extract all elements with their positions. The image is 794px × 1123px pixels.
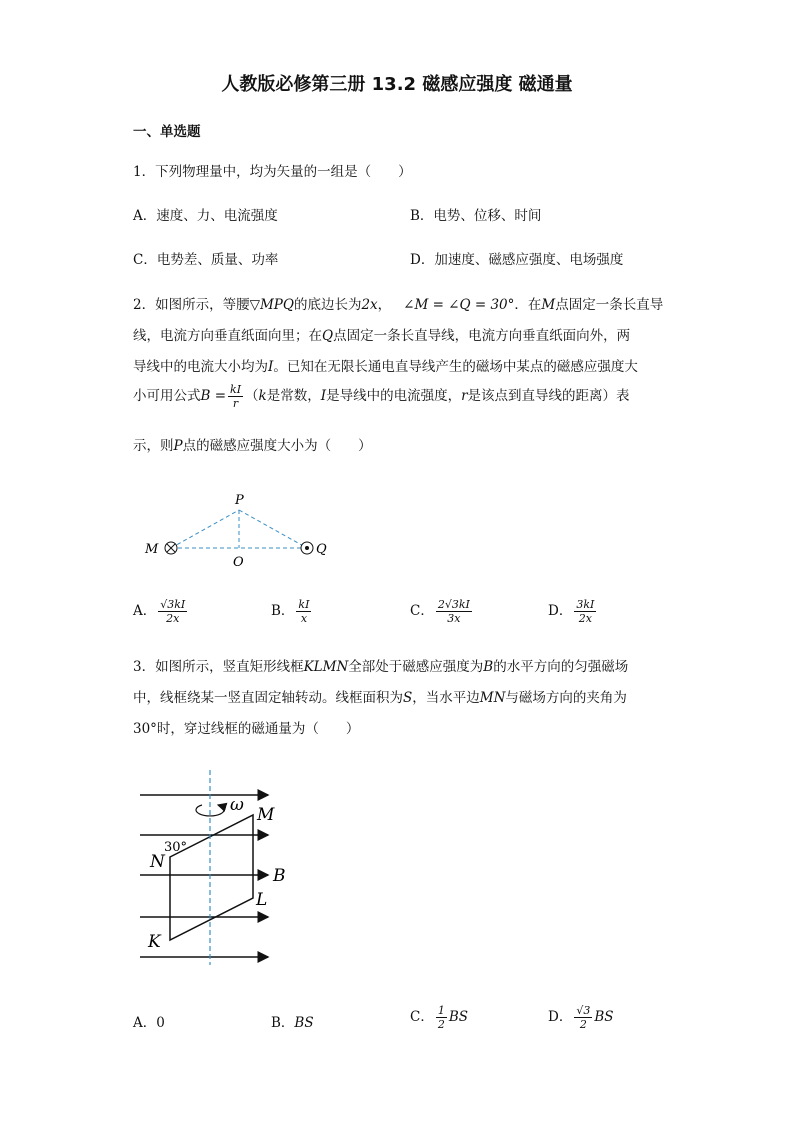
text: 中，线框绕某一竖直固定轴转动。线框面积为: [133, 690, 403, 706]
text: 导线中的电流大小均为: [133, 359, 268, 375]
q1-option-b[interactable]: B．电势、位移、时间: [410, 208, 542, 224]
text: 全部处于磁感应强度为: [348, 659, 484, 675]
q1-stem: 1．下列物理量中，均为矢量的一组是（ ）: [133, 164, 412, 180]
math: S: [403, 690, 413, 706]
math: B =: [200, 388, 227, 404]
current-into-page-icon: [165, 542, 177, 554]
q3-stem-line3: 30°时，穿过线框的磁通量为（ ）: [133, 721, 360, 737]
label-n: N: [150, 852, 165, 872]
q3-stem-line2: [133, 686, 627, 706]
option-label: C．: [410, 1009, 434, 1025]
label-k: K: [148, 932, 161, 952]
denominator: 2x: [166, 612, 180, 625]
text: ，当水平边: [412, 690, 480, 706]
math: Q: [322, 328, 334, 344]
option-label: D．: [548, 1009, 573, 1025]
numerator: kI: [230, 383, 242, 396]
q2-triangle-figure: [140, 488, 340, 573]
omega-label: ω: [230, 795, 244, 815]
text: 是常数，: [266, 388, 321, 404]
label-b: B: [273, 866, 286, 886]
text: 点固定一条长直导线，电流方向垂直纸面向外，两: [333, 328, 631, 344]
math: MN: [479, 690, 506, 706]
q2-stem-line3: [133, 355, 638, 375]
math: I: [320, 388, 327, 404]
q3-option-c[interactable]: [410, 1004, 468, 1031]
side-pq: [239, 510, 307, 548]
label-l: L: [256, 890, 268, 910]
option-value: BS: [448, 1009, 469, 1025]
side-mp: [171, 510, 239, 548]
q3-option-a[interactable]: A．0: [133, 1015, 165, 1031]
math: I: [268, 359, 274, 375]
q2-stem-line2: [133, 324, 630, 344]
text: 2．如图所示，等腰: [133, 297, 250, 313]
option-label: C．: [410, 603, 434, 619]
coil-frame: [170, 815, 253, 940]
current-out-of-page-icon: [301, 542, 313, 554]
numerator: 2√3kI: [437, 598, 470, 611]
label-m: M: [257, 805, 275, 825]
q2-option-a[interactable]: [133, 598, 189, 625]
formula-fraction: [228, 383, 243, 410]
option-fraction: [158, 598, 187, 625]
q1-option-a[interactable]: A．速度、力、电流强度: [133, 208, 278, 224]
q1-option-c[interactable]: C．电势差、质量、功率: [133, 252, 279, 268]
page-title: 人教版必修第三册 13.2 磁感应强度 磁通量: [221, 74, 573, 95]
text: 3．如图所示，竖直矩形线框: [133, 659, 304, 675]
numerator: √3: [576, 1004, 591, 1017]
q1-option-d[interactable]: D．加速度、磁感应强度、电场强度: [410, 252, 624, 268]
denominator: r: [232, 397, 239, 410]
q2-option-c[interactable]: [410, 598, 474, 625]
text: 是该点到直导线的距离）表: [467, 388, 630, 404]
option-label: D．: [548, 603, 573, 619]
text: ．在: [514, 297, 542, 313]
text: 与磁场方向的夹角为: [505, 690, 627, 706]
text: （: [245, 388, 259, 404]
text: 示，则: [133, 438, 174, 454]
option-value: BS: [594, 1009, 614, 1025]
numerator: kI: [298, 598, 310, 611]
option-fraction: [574, 1004, 592, 1031]
q3-option-d[interactable]: [548, 1004, 614, 1031]
q3-option-b[interactable]: [271, 1011, 314, 1031]
denominator: 2: [437, 1018, 445, 1031]
math: KLMN: [303, 659, 349, 675]
math: M: [541, 297, 556, 313]
q2-stem-line1: [133, 293, 663, 313]
text: 的底边长为: [293, 297, 362, 313]
angle-expr: ∠M = ∠Q = 30°: [403, 297, 515, 313]
option-value: BS: [294, 1015, 314, 1031]
numerator: √3kI: [160, 598, 186, 611]
option-fraction: [436, 598, 472, 625]
math: 2x: [361, 297, 378, 313]
text: 点固定一条长直导: [555, 297, 664, 313]
denominator: 2x: [578, 612, 592, 625]
option-label: B．: [271, 603, 295, 619]
section-heading: 一、单选题: [133, 124, 201, 140]
option-fraction: [574, 598, 596, 625]
text: ，: [377, 297, 392, 313]
label-m: M: [145, 542, 159, 557]
text: 。已知在无限长通电直导线产生的磁场中某点的磁感应强度大: [273, 359, 638, 375]
text: 是导线中的电流强度，: [326, 388, 462, 404]
q2-option-d[interactable]: [548, 598, 598, 625]
option-label: A．: [133, 603, 157, 619]
math: P: [173, 438, 183, 454]
numerator: 3kI: [576, 598, 595, 611]
text: 点的磁感应强度大小为（ ）: [182, 438, 372, 454]
label-q: Q: [316, 542, 327, 557]
math: r: [461, 388, 468, 404]
math: B: [483, 659, 494, 675]
denominator: 3x: [447, 612, 461, 625]
text: 线，电流方向垂直纸面向里；在: [133, 328, 322, 344]
math: k: [258, 388, 267, 404]
angle-label: 30°: [164, 840, 188, 855]
label-p: P: [235, 493, 244, 508]
triangle-symbol: ▽MPQ: [249, 297, 294, 313]
q3-stem-line1: [133, 655, 628, 675]
denominator: 2: [579, 1018, 587, 1031]
numerator: 1: [437, 1004, 445, 1017]
option-fraction: [436, 1004, 447, 1031]
label-o: O: [233, 555, 244, 570]
q3-coil-figure: [130, 765, 300, 970]
option-label: B．: [271, 1015, 295, 1031]
q2-stem-line4: [133, 383, 630, 410]
text: 小可用公式: [133, 388, 201, 404]
q2-option-b[interactable]: [271, 598, 313, 625]
option-fraction: [296, 598, 311, 625]
text: 的水平方向的匀强磁场: [493, 659, 629, 675]
q2-stem-line5: [133, 434, 372, 454]
denominator: x: [300, 612, 308, 625]
